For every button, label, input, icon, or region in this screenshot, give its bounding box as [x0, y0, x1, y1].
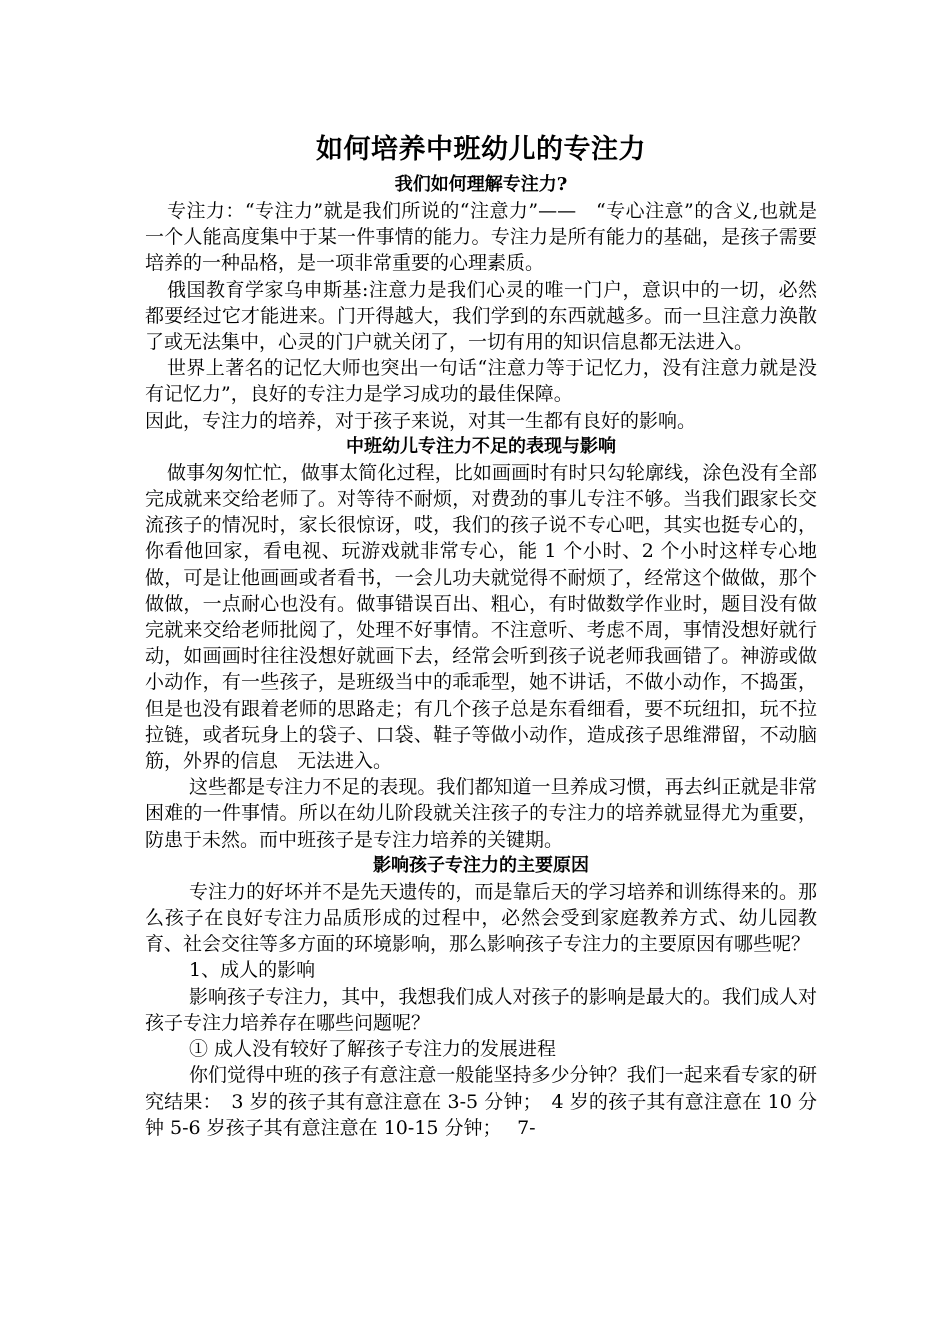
section-heading-causes: 影响孩子专注力的主要原因 [373, 854, 589, 876]
section-heading-symptoms: 中班幼儿专注力不足的表现与影响 [346, 435, 616, 457]
section-heading-understanding: 我们如何理解专注力? [394, 174, 568, 195]
paragraph: 专注力：“专注力”就是我们所说的“注意力”—— “专心注意”的含义,也就是一个人能高度集中于某一件事情的能力。专注力是所有能力的基础，是孩子需要培养的一种品格，是一项非常重要的心理素质。 [145, 200, 817, 275]
list-item-heading: ① 成人没有较好了解孩子专注力的发展进程 [189, 1038, 557, 1061]
paragraph: 你们觉得中班的孩子有意注意一般能坚持多少分钟？我们一起来看专家的研究结果： 3 岁的孩子其有意注意在 3-5 分钟； 4 岁的孩子其有意注意在 10 分钟 5-6 岁孩子其有意注意在 10-15 分钟； 7- [145, 1064, 817, 1139]
paragraph: 这些都是专注力不足的表现。我们都知道一旦养成习惯，再去纠正就是非常困难的一件事情。所以在幼儿阶段就关注孩子的专注力的培养就显得尤为重要，防患于未然。而中班孩子是专注力培养的关键期。 [145, 776, 817, 851]
paragraph: 专注力的好坏并不是先天遗传的，而是靠后天的学习培养和训练得来的。那么孩子在良好专注力品质形成的过程中，必然会受到家庭教养方式、幼儿园教育、社会交往等多方面的环境影响，那么影响孩子专注力的主要原因有哪些呢？ [145, 880, 817, 956]
document-title: 如何培养中班幼儿的专注力 [316, 134, 646, 165]
paragraph: 做事匆匆忙忙，做事太简化过程，比如画画时有时只勾轮廓线，涂色没有全部完成就来交给老师了。对等待不耐烦，对费劲的事儿专注不够。当我们跟家长交流孩子的情况时，家长很惊讶，哎，我们的孩子说不专心吧，其实也挺专心的，你看他回家，看电视、玩游戏就非常专心，能 1 个小时、2 个小时这样专心地做，可是让他画画或者看书，一会儿功夫就觉得不耐烦了，经常这个做做，那个做做，一点耐心也没有。做事错误百出、粗心，有时做数学作业时，题目没有做完就来交给老师批阅了，处理不好事情。不注意听、考虑不周，事情没想好就行动，如画画时往往没想好就画下去，经常会听到孩子说老师我画错了。神游或做小动作，有一些孩子，是班级当中的乖乖型，她不讲话，不做小动作，不捣蛋，但是也没有跟着老师的思路走；有几个孩子总是东看细看，要不玩纽扣，玩不拉拉链，或者玩身上的袋子、口袋、鞋子等做小动作，造成孩子思维滞留，不动脑筋，外界的信息 无法进入。 [145, 461, 817, 773]
paragraph: 俄国教育学家乌申斯基:注意力是我们心灵的唯一门户，意识中的一切，必然都要经过它才能进来。门开得越大，我们学到的东西就越多。而一旦注意力涣散了或无法集中，心灵的门户就关闭了，一切有用的知识信息都无法进入。 [145, 278, 817, 354]
document-page [145, 130, 817, 1141]
paragraph: 影响孩子专注力，其中，我想我们成人对孩子的影响是最大的。我们成人对孩子专注力培养存在哪些问题呢？ [145, 985, 817, 1034]
paragraph: 因此，专注力的培养，对于孩子来说，对其一生都有良好的影响。 [145, 409, 697, 432]
list-item-heading: 1、成人的影响 [189, 959, 316, 982]
paragraph: 世界上著名的记忆大师也突出一句话“注意力等于记忆力，没有注意力就是没有记忆力”，良好的专注力是学习成功的最佳保障。 [145, 357, 817, 406]
